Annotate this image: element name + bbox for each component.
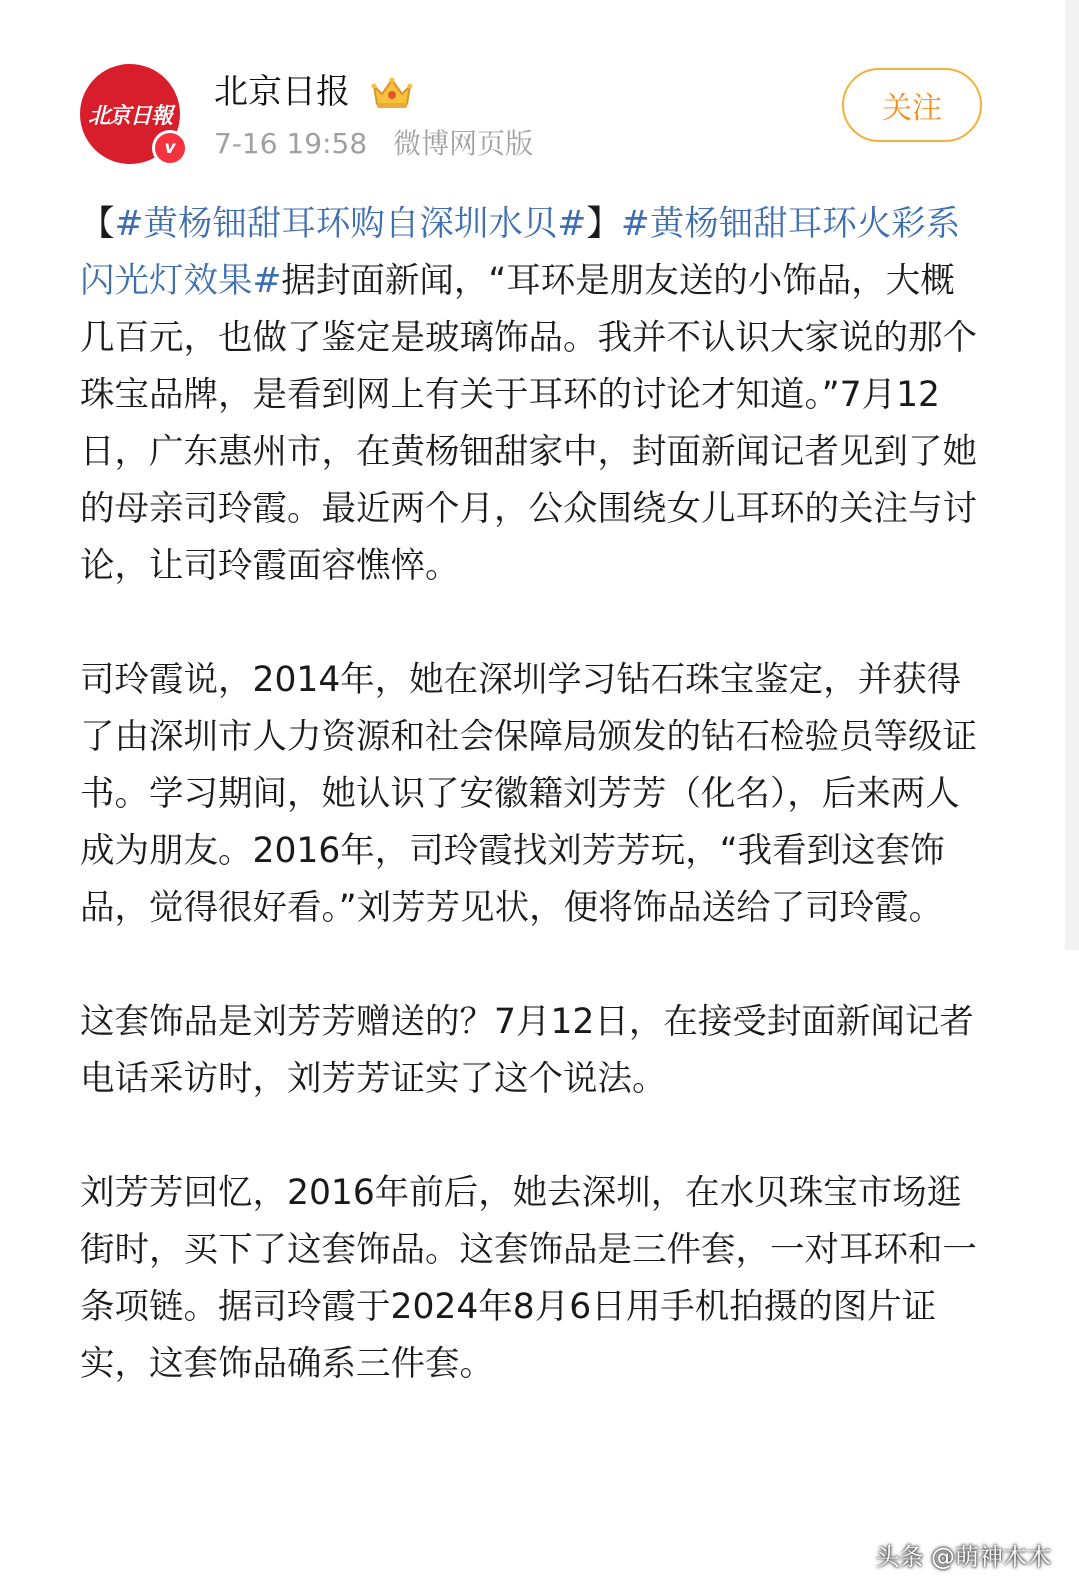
crown-icon [370, 76, 414, 110]
scrollbar-track [1065, 0, 1079, 950]
post-meta [214, 124, 533, 164]
hashtag-link-2[interactable]: #黄杨钿甜耳环火彩系闪光灯效果# [80, 204, 961, 301]
avatar-logo-text: 北京日報 [87, 102, 172, 129]
follow-button[interactable]: 关注 [842, 68, 982, 142]
post-body [80, 196, 985, 1393]
post-paragraph-4: 刘芳芳回忆，2016年前后，她去深圳，在水贝珠宝市场逛街时，买下了这套饰品。这套饰品是三件套，一对耳环和一条项链。据司玲霞于2024年8月6日用手机拍摄的图片证实，这套饰品确系三件套。 [80, 1173, 977, 1384]
bracket-close: 】 [586, 204, 621, 244]
account-name[interactable]: 北京日报 [214, 72, 350, 112]
post-paragraph-3: 这套饰品是刘芳芳赠送的？7月12日，在接受封面新闻记者电话采访时，刘芳芳证实了这个说法。 [80, 1002, 974, 1099]
post-header [80, 64, 990, 174]
post-timestamp: 7-16 19:58 [214, 127, 368, 160]
post-paragraph-2: 司玲霞说，2014年，她在深圳学习钻石珠宝鉴定，并获得了由深圳市人力资源和社会保障局颁发的钻石检验员等级证书。学习期间，她认识了安徽籍刘芳芳（化名），后来两人成为朋友。2016年，司玲霞找刘芳芳玩，“我看到这套饰品，觉得很好看。”刘芳芳见状，便将饰品送给了司玲霞。 [80, 660, 977, 928]
bracket-open: 【 [80, 204, 115, 244]
watermark: 头条 @萌神木木 [875, 1543, 1051, 1571]
hashtag-link-1[interactable]: #黄杨钿甜耳环购自深圳水贝# [114, 204, 587, 244]
paragraph-text: 据封面新闻，“耳环是朋友送的小饰品，大概几百元，也做了鉴定是玻璃饰品。我并不认识大家说的那个珠宝品牌，是看到网上有关于耳环的讨论才知道。”7月12日，广东惠州市，在黄杨钿甜家中，封面新闻记者见到了她的母亲司玲霞。最近两个月，公众围绕女儿耳环的关注与讨论，让司玲霞面容憔悴。 [80, 261, 977, 586]
post-source: 微博网页版 [393, 127, 534, 160]
verified-icon: v [152, 130, 188, 166]
post-paragraph-1 [80, 196, 985, 595]
